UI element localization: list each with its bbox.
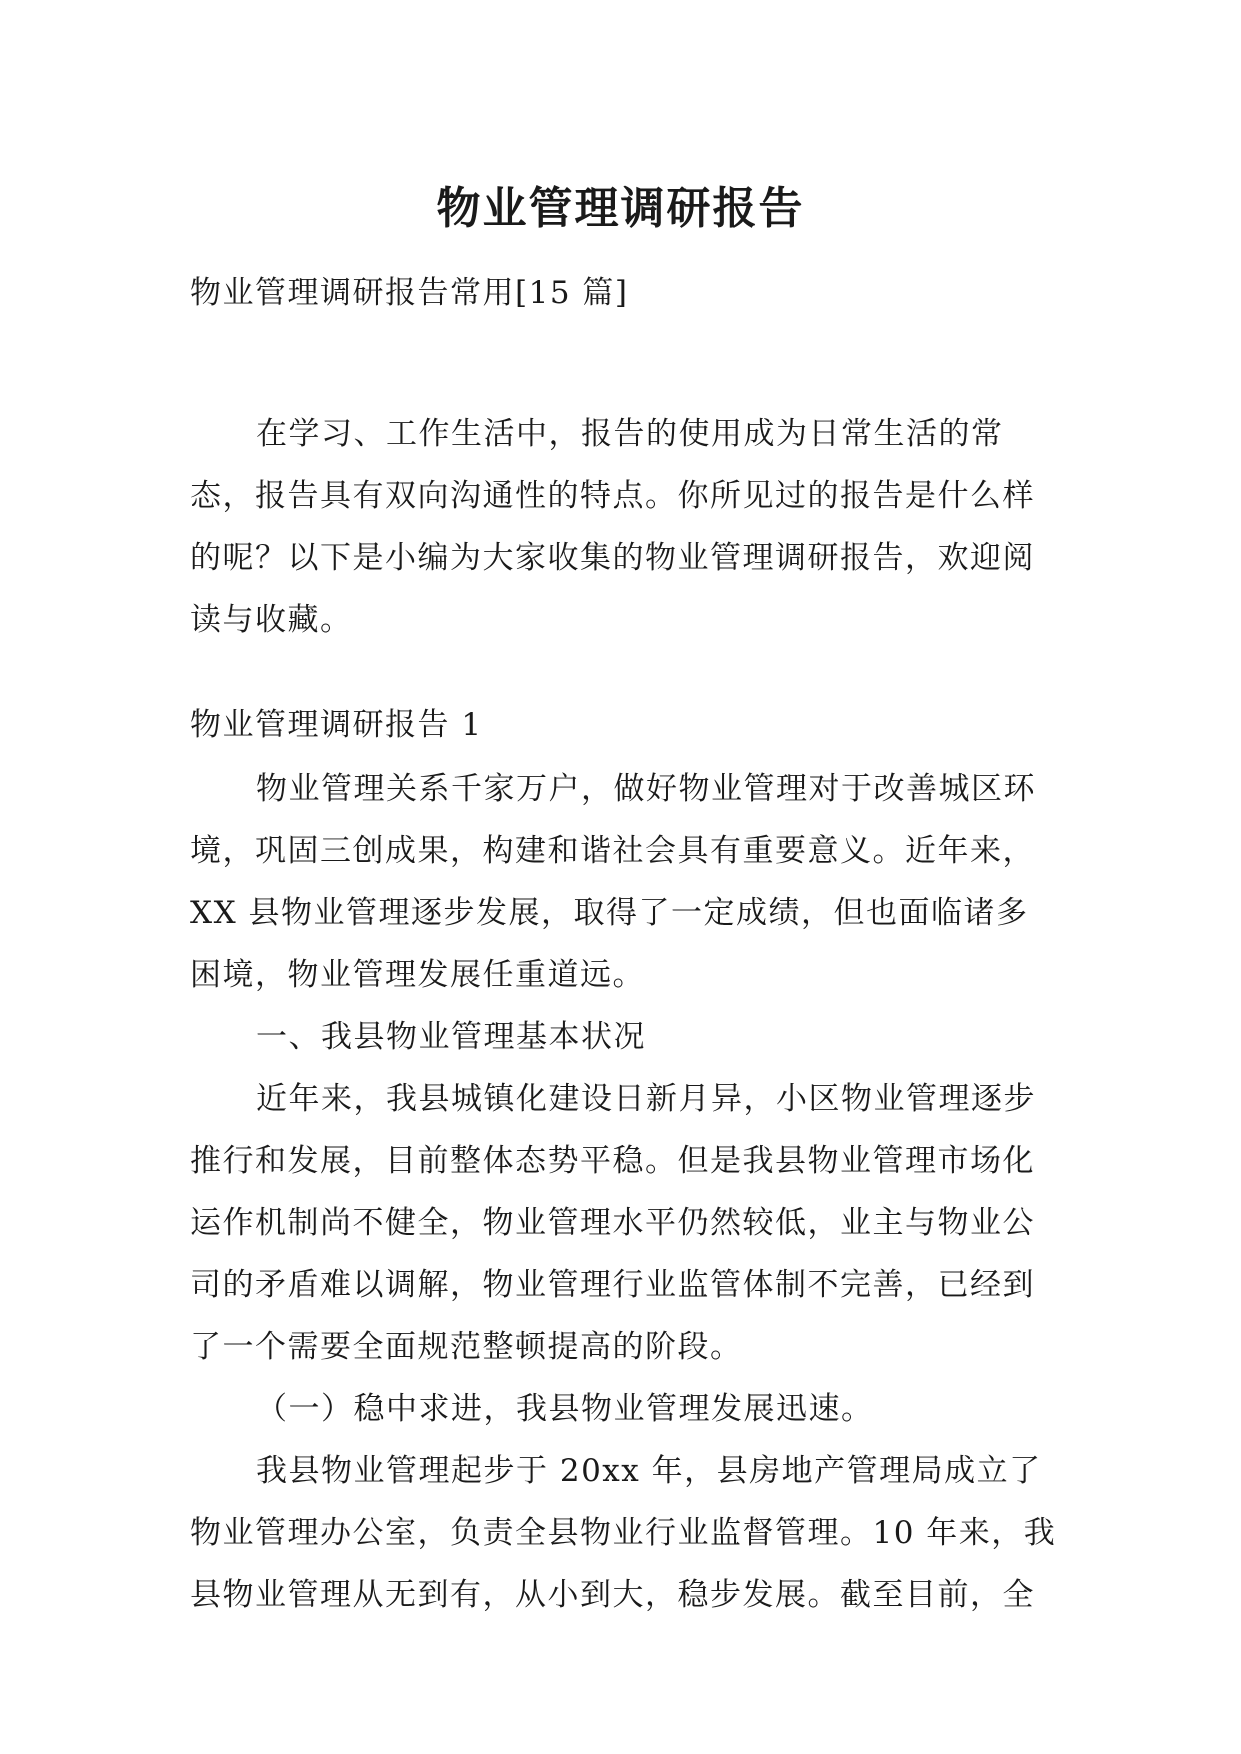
document-subtitle: 物业管理调研报告常用[15 篇] (190, 275, 629, 311)
paragraph: 我县物业管理起步于 20xx 年，县房地产管理局成立了物业管理办公室，负责全县物业行业监督管理。10 年来，我县物业管理从无到有，从小到大，稳步发展。截至目前，全 (190, 1453, 1057, 1613)
intro-paragraph: 在学习、工作生活中，报告的使用成为日常生活的常态，报告具有双向沟通性的特点。你所见过的报告是什么样的呢？以下是小编为大家收集的物业管理调研报告，欢迎阅读与收藏。 (190, 416, 1035, 638)
paragraph: 近年来，我县城镇化建设日新月异，小区物业管理逐步推行和发展，目前整体态势平稳。但是我县物业管理市场化运作机制尚不健全，物业管理水平仍然较低，业主与物业公司的矛盾难以调解，物业管理行业监管体制不完善，已经到了一个需要全面规范整顿提高的阶段。 (190, 1081, 1036, 1365)
section-heading: 物业管理调研报告 1 (190, 707, 483, 743)
document-title: 物业管理调研报告 (436, 183, 805, 235)
subsection-heading: 一、我县物业管理基本状况 (256, 1019, 646, 1055)
paragraph: 物业管理关系千家万户，做好物业管理对于改善城区环境，巩固三创成果，构建和谐社会具有重要意义。近年来，XX 县物业管理逐步发展，取得了一定成绩，但也面临诸多困境，物业管理发展任重道远。 (190, 771, 1036, 993)
subsection-heading: （一）稳中求进，我县物业管理发展迅速。 (256, 1391, 874, 1427)
section-content (190, 758, 1060, 1626)
